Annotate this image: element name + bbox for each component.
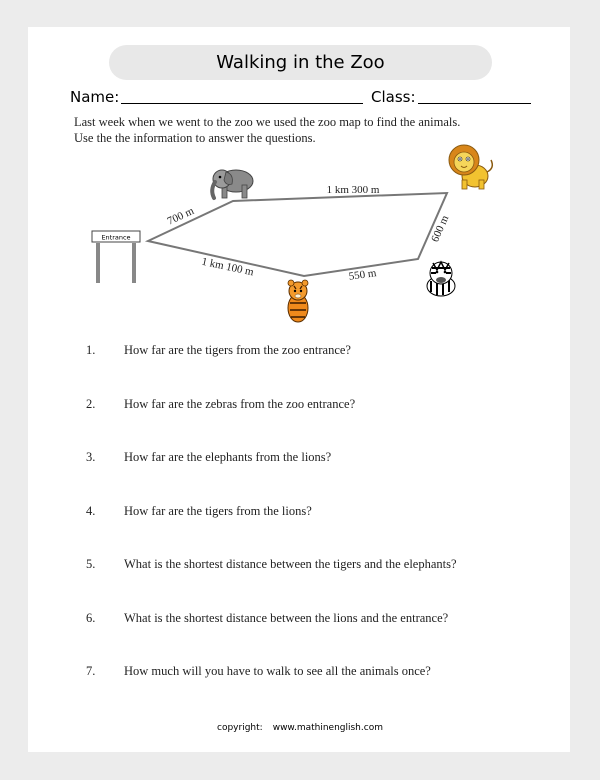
- title-text: Walking in the Zoo: [216, 52, 385, 73]
- question-text: How far are the elephants from the lions?: [124, 450, 332, 464]
- distance-lions-zebras: 600 m: [429, 213, 452, 244]
- instructions-line-2: Use the the information to answer the questions.: [74, 131, 316, 145]
- distance-zebras-tigers: 550 m: [347, 267, 378, 283]
- question-item: [86, 611, 448, 627]
- question-item: [86, 450, 331, 466]
- distance-elephants-lions: 1 km 300 m: [326, 184, 380, 196]
- question-text: How far are the tigers from the lions?: [124, 504, 312, 518]
- distance-entrance-elephants: 700 m: [165, 204, 196, 228]
- question-text: How far are the tigers from the zoo entrance?: [124, 343, 351, 357]
- question-item: [86, 343, 351, 359]
- zebra-icon: [427, 262, 455, 296]
- entrance-gate-icon: [92, 231, 140, 283]
- question-text: How much will you have to walk to see all the animals once?: [124, 664, 431, 678]
- question-text: What is the shortest distance between the tigers and the elephants?: [124, 557, 457, 571]
- question-item: [86, 504, 312, 520]
- question-number: 4.: [86, 504, 96, 518]
- question-text: How far are the zebras from the zoo entrance?: [124, 397, 356, 411]
- instructions-line-1: Last week when we went to the zoo we used the zoo map to find the animals.: [74, 115, 461, 129]
- copyright-site: www.mathinenglish.com: [272, 723, 383, 733]
- entrance-sign-label: Entrance: [101, 233, 131, 242]
- question-number: 3.: [86, 450, 96, 464]
- question-number: 1.: [86, 343, 96, 357]
- question-number: 7.: [86, 664, 96, 678]
- question-number: 5.: [86, 557, 96, 571]
- zoo-path: [148, 193, 447, 276]
- elephant-icon: [212, 170, 253, 198]
- distance-tigers-entrance: 1 km 100 m: [200, 255, 255, 279]
- question-item: [86, 664, 431, 680]
- question-number: 2.: [86, 397, 96, 411]
- question-item: [86, 557, 457, 573]
- lion-icon: [449, 145, 492, 189]
- copyright-label: copyright:: [217, 723, 263, 733]
- class-label: Class:: [371, 88, 416, 106]
- tiger-icon: [288, 280, 308, 322]
- question-number: 6.: [86, 611, 96, 625]
- question-item: [86, 397, 355, 413]
- copyright-footer: [0, 723, 600, 733]
- name-label: Name:: [70, 88, 120, 106]
- question-text: What is the shortest distance between the lions and the entrance?: [124, 611, 449, 625]
